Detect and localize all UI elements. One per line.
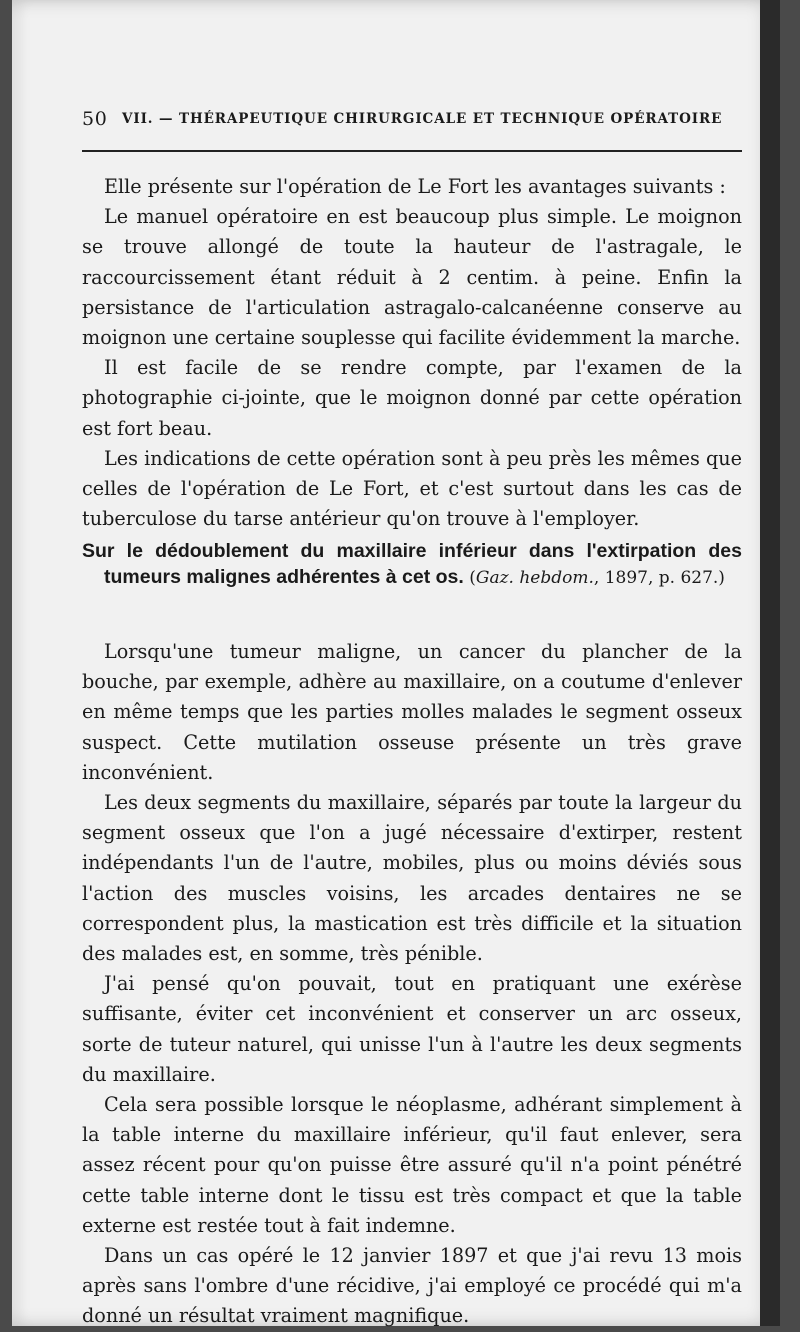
- section-heading: [82, 538, 742, 591]
- body-text-top: [82, 172, 742, 534]
- section-title: Sur le dédoublement du maxillaire inférieur dans l'extirpation des tumeurs malignes adhérentes à cet os.: [82, 540, 742, 588]
- paragraph: Les indications de cette opération sont à peu près les mêmes que celles de l'opération de Le Fort, et c'est surtout dans les cas de tuberculose du tarse antérieur qu'on trouve à l'employer.: [82, 446, 742, 531]
- running-header: [70, 108, 742, 138]
- citation-open: (: [469, 568, 476, 588]
- page-number: 50: [82, 108, 108, 130]
- citation: [469, 568, 725, 588]
- running-title: VII. — THÉRAPEUTIQUE CHIRURGICALE ET TECHNIQUE OPÉRATOIRE: [122, 111, 723, 127]
- paragraph: Elle présente sur l'opération de Le Fort les avantages suivants :: [104, 175, 726, 198]
- citation-rest: , 1897, p. 627.): [593, 568, 725, 588]
- page-edge-shadow: [760, 0, 780, 1326]
- paragraph: Lorsqu'une tumeur maligne, un cancer du plancher de la bouche, par exemple, adhère au maxillaire, on a coutume d'enlever en même temps que les parties molles malades le segment osseux suspect. Cette mutilation osseuse présente un très grave inconvénient.: [82, 640, 742, 784]
- paragraph: Il est facile de se rendre compte, par l'examen de la photographie ci-jointe, que le moignon donné par cette opération est fort beau.: [82, 356, 742, 440]
- header-rule: [82, 150, 742, 152]
- paragraph: Les deux segments du maxillaire, séparés par toute la largeur du segment osseux que l'on a jugé nécessaire d'extirper, restent indépendants l'un de l'autre, mobiles, plus ou moins déviés sous l'action des muscles voisins, les arcades dentaires ne se correspondent plus, la mastication est très difficile et la situation des malades est, en somme, très pénible.: [82, 791, 742, 966]
- paragraph: Le manuel opératoire en est beaucoup plus simple. Le moignon se trouve allongé de toute la hauteur de l'astragale, le raccourcissement étant réduit à 2 centim. à peine. Enfin la persistance de l'articulation astragalo-calcanéenne conserve au moignon une certaine souplesse qui facilite évidemment la marche.: [82, 205, 742, 350]
- citation-journal: Gaz. hebdom.: [475, 568, 594, 588]
- paragraph: Cela sera possible lorsque le néoplasme, adhérant simplement à la table interne du maxillaire inférieur, qu'il faut enlever, sera assez récent pour qu'on puisse être assuré qu'il n'a point pénétré cette table interne dont le tissu est très compact et que la table externe est restée tout à fait indemne.: [82, 1093, 742, 1237]
- paragraph: Dans un cas opéré le 12 janvier 1897 et que j'ai revu 13 mois après sans l'ombre d'une récidive, j'ai employé ce procédé qui m'a donné un résultat vraiment magnifique.: [82, 1244, 742, 1328]
- body-text-bottom: [82, 637, 742, 1332]
- paragraph: J'ai pensé qu'on pouvait, tout en pratiquant une exérèse suffisante, éviter cet inconvénient et conserver un arc osseux, sorte de tuteur naturel, qui unisse l'un à l'autre les deux segments du maxillaire.: [82, 972, 742, 1086]
